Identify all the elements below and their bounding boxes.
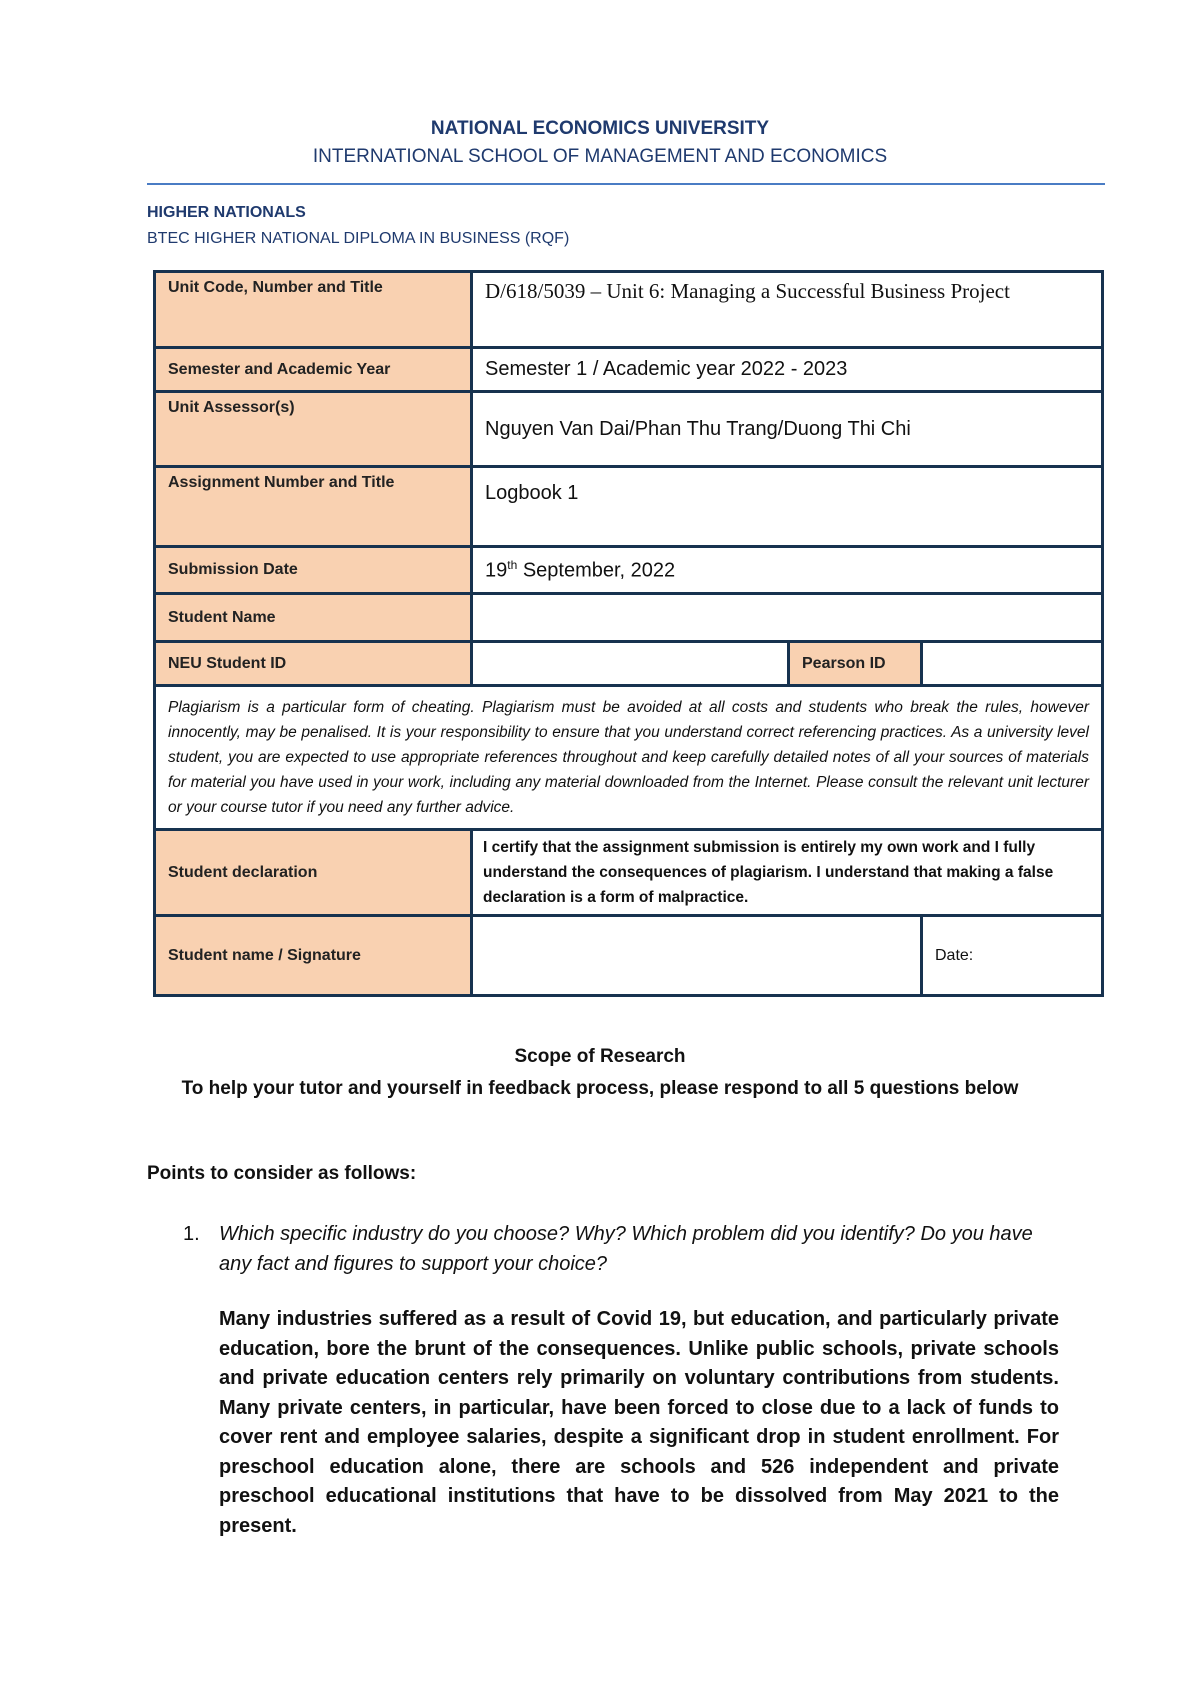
scope-title: Scope of Research	[514, 1046, 686, 1067]
declaration-text: I certify that the assignment submission is entirely my own work and I fully understand the consequences of plagiarism. I understand that making a false declaration is a form of malpractice.	[472, 830, 1103, 916]
question-1	[183, 1219, 1063, 1279]
plagiarism-notice: Plagiarism is a particular form of cheating. Plagiarism must be avoided at all costs and students who break the rules, however innocently, may be penalised. It is your responsibility to ensure that you understand correct referencing practices. As a university level student, you are expected to use appropriate references throughout and keep carefully detailed notes of all your sources of materials for material you have used in your work, including any material downloaded from the Internet. Please consult the relevant unit lecturer or your course tutor if you need any further advice.	[155, 686, 1103, 830]
date-label: Date:	[935, 946, 974, 964]
question-1-text: Which specific industry do you choose? Why? Which problem did you identify? Do you have any fact and figures to support your choice?	[219, 1223, 1033, 1275]
pearson-id-field[interactable]	[922, 642, 1103, 686]
pearson-label: Pearson ID	[789, 642, 922, 686]
assessor-label: Unit Assessor(s)	[155, 392, 472, 467]
submission-label: Submission Date	[155, 547, 472, 594]
submission-day: 19	[485, 559, 508, 582]
neu-id-label: NEU Student ID	[155, 642, 472, 686]
signature-label: Student name / Signature	[155, 916, 472, 996]
diploma-name: BTEC HIGHER NATIONAL DIPLOMA IN BUSINESS (RQF)	[147, 230, 570, 247]
scope-instruction: To help your tutor and yourself in feedback process, please respond to all 5 questions below	[181, 1078, 1019, 1099]
semester-label: Semester and Academic Year	[155, 348, 472, 392]
university-name: NATIONAL ECONOMICS UNIVERSITY	[430, 118, 770, 139]
submission-month-year: September, 2022	[517, 559, 676, 582]
header-divider	[147, 183, 1105, 185]
points-heading: Points to consider as follows:	[147, 1163, 417, 1184]
question-1-answer: Many industries suffered as a result of Covid 19, but education, and particularly private education, bore the brunt of the consequences. Unlike public schools, private schools and private education centers rely primarily on voluntary contributions from students. Many private centers, in particular, have been forced to close due to a lack of funds to cover rent and employee salaries, despite a significant drop in student enrollment. For preschool education alone, there are schools and 526 independent and private preschool educational institutions that have to be dissolved from May 2021 to the present.	[219, 1308, 1059, 1537]
semester-value: Semester 1 / Academic year 2022 - 2023	[472, 348, 1103, 392]
assessor-value: Nguyen Van Dai/Phan Thu Trang/Duong Thi Chi	[472, 392, 1103, 467]
unit-value: D/618/5039 – Unit 6: Managing a Successful Business Project	[472, 272, 1103, 348]
program-name: HIGHER NATIONALS	[147, 204, 306, 221]
student-name-field[interactable]	[472, 594, 1103, 642]
unit-label: Unit Code, Number and Title	[155, 272, 472, 348]
assignment-label: Assignment Number and Title	[155, 467, 472, 547]
school-name: INTERNATIONAL SCHOOL OF MANAGEMENT AND ECONOMICS	[312, 146, 888, 167]
student-name-label: Student Name	[155, 594, 472, 642]
assignment-value: Logbook 1	[472, 467, 1103, 547]
date-field[interactable]	[922, 916, 1103, 996]
submission-suffix: th	[507, 557, 518, 572]
declaration-label: Student declaration	[155, 830, 472, 916]
signature-field[interactable]	[472, 916, 922, 996]
submission-value	[472, 547, 1103, 594]
neu-id-field[interactable]	[472, 642, 789, 686]
cover-sheet-table	[153, 270, 1104, 997]
question-1-number: 1.	[183, 1223, 200, 1245]
